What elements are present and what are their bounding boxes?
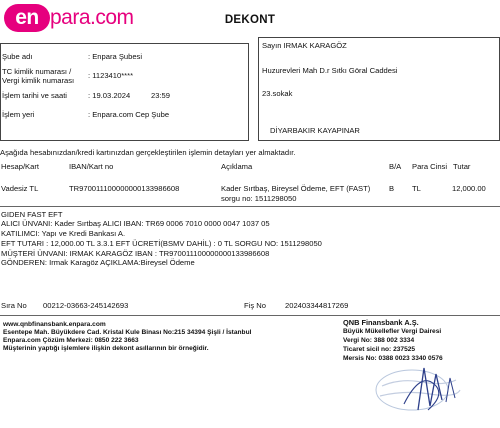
row-amount: 12,000.00 [452, 184, 486, 193]
document-title: DEKONT [224, 14, 276, 26]
footer-note: Müşterinin yaptığı işlemlere ilişkin dekont asıllarının bir örneğidir. [3, 345, 209, 352]
col-header-account: Hesap/Kart [1, 162, 39, 171]
tc-label-1: TC kimlik numarası / [2, 67, 72, 76]
footer-tax-office: Büyük Mükellefler Vergi Dairesi [343, 328, 442, 335]
sube-label: Şube adı [2, 52, 33, 61]
footer-company: QNB Finansbank A.Ş. [343, 318, 419, 327]
footer-tax-no: Vergi No: 388 002 3334 [343, 337, 415, 344]
row-account: Vadesiz TL [1, 184, 39, 193]
recipient-city: DİYARBAKIR KAYAPINAR [270, 126, 360, 135]
row-description-2: sorgu no: 1511298050 [221, 194, 297, 203]
row-description-1: Kader Sırtbaş, Bireysel Ödeme, EFT (FAST) [221, 184, 371, 193]
detail-line-3: KATILIMCI: Yapı ve Kredi Bankası A. [1, 229, 126, 238]
transaction-notice: Aşağıda hesabınızdan/kredi kartınızdan gerçekleştirilen işlemin detayları yer almaktadır. [0, 148, 296, 157]
enpara-logo-text: para.com [50, 6, 134, 29]
detail-line-1: GIDEN FAST EFT [1, 210, 63, 219]
signature-stamp-icon [360, 360, 480, 418]
time-value: 23:59 [151, 91, 171, 100]
place-value: : Enpara.com Cep Şube [88, 110, 170, 119]
tc-value: : 1123410**** [88, 71, 134, 80]
fis-label: Fiş No [244, 301, 266, 310]
footer-trade-reg: Ticaret sicil no: 237525 [343, 346, 416, 353]
row-ba: B [389, 184, 395, 193]
detail-line-5: MÜŞTERİ ÜNVANI: IRMAK KARAGÖZ IBAN : TR970011100000000133986608 [1, 249, 270, 258]
recipient-address-1: Huzurevleri Mah D.r Sıtkı Göral Caddesi [262, 66, 398, 75]
row-currency: TL [412, 184, 421, 193]
divider-2 [0, 315, 500, 316]
footer-mersis: Mersis No: 0388 0023 3340 0576 [343, 355, 443, 362]
col-header-description: Açıklama [221, 162, 253, 171]
col-header-ba: B/A [389, 162, 402, 171]
detail-line-6: GÖNDEREN: Irmak Karagöz AÇIKLAMA:Bireysel Ödeme [1, 258, 195, 267]
sira-label: Sıra No [1, 301, 27, 310]
row-iban: TR970011100000000133986608 [69, 184, 180, 193]
footer-website: www.qnbfinansbank.enpara.com [3, 321, 106, 328]
col-header-iban: IBAN/Kart no [69, 162, 114, 171]
date-label: İşlem tarihi ve saati [2, 91, 67, 100]
enpara-logo-en: en [4, 4, 50, 32]
recipient-name: Sayın IRMAK KARAGÖZ [262, 41, 347, 50]
place-label: İşlem yeri [2, 110, 35, 119]
branch-info-box [0, 43, 249, 141]
recipient-box [258, 37, 500, 141]
date-value: : 19.03.2024 [88, 91, 131, 100]
footer-phone: Enpara.com Çözüm Merkezi: 0850 222 3663 [3, 337, 139, 344]
fis-value: 202403344817269 [285, 301, 349, 310]
footer-address: Esentepe Mah. Büyükdere Cad. Kristal Kule Binası No:215 34394 Şişli / İstanbul [3, 329, 252, 336]
tc-label-2: Vergi kimlik numarası [2, 76, 75, 85]
detail-line-4: EFT TUTARI : 12,000.00 TL 3.3.1 EFT ÜCRETİ(BSMV DAHİL) : 0 TL SORGU NO: 1511298050 [1, 239, 322, 248]
col-header-currency: Para Cinsi [412, 162, 448, 171]
detail-line-2: ALICI ÜNVANI: Kader Sırtbaş ALICI IBAN: TR69 0006 7010 0000 0047 1037 05 [1, 219, 270, 228]
col-header-amount: Tutar [453, 162, 471, 171]
recipient-address-2: 23.sokak [262, 89, 293, 98]
sira-value: 00212-03663-245142693 [43, 301, 129, 310]
divider-1 [0, 206, 500, 207]
sube-value: : Enpara Şubesi [88, 52, 143, 61]
